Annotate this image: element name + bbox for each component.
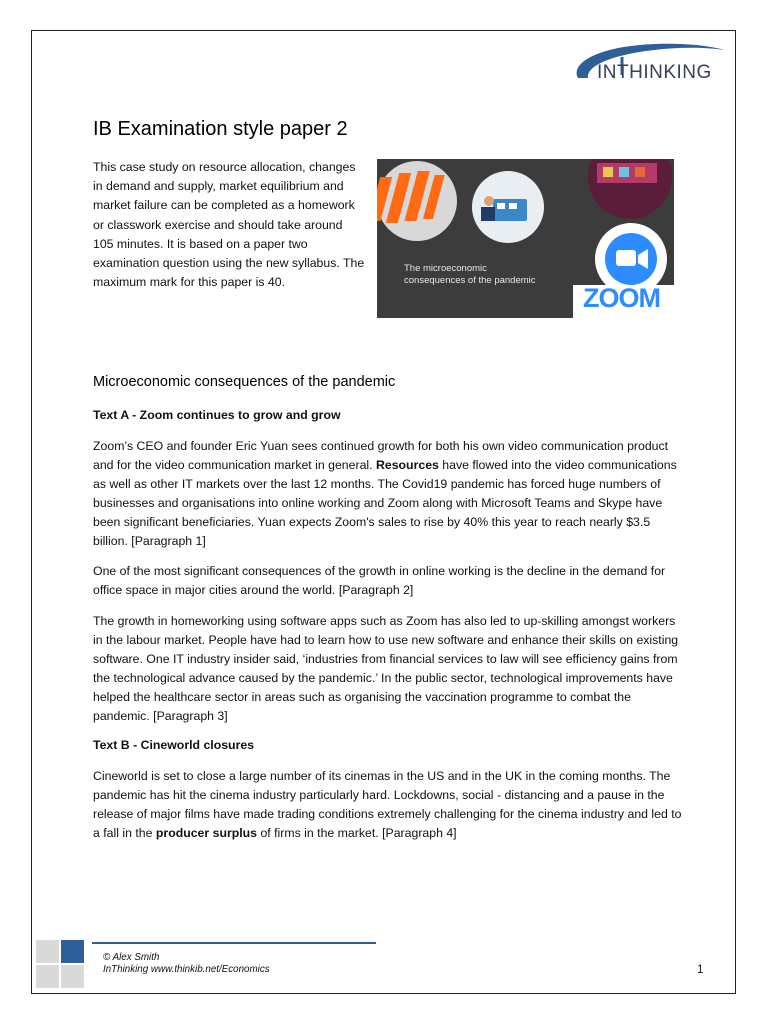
paragraph-4	[93, 767, 683, 843]
bold-term-resources: Resources	[375, 458, 439, 472]
logo-wordmark: INTHINKING	[597, 62, 712, 83]
hero-caption-line2: consequences of the pandemic	[404, 275, 536, 286]
hero-caption-line1: The microeconomic	[404, 263, 487, 274]
section-heading: Microeconomic consequences of the pandemic	[93, 374, 396, 390]
text-a-title: Text A - Zoom continues to grow and grow	[93, 408, 341, 422]
hero-image	[377, 159, 674, 318]
paragraph-3: The growth in homeworking using software apps such as Zoom has also led to up-skilling amongst workers in the labour market. People have had to learn how to use new software and enhance their skills on existing software. One IT industry insider said, ‘industries from financial services to law will see efficiency gains from the technological advance caused by the pandemic.’ In the public sector, technological improvements have helped the healthcare sector in areas such as organising the vaccination programme to combat the pandemic. [Paragraph 3]	[93, 614, 679, 723]
paragraph-1	[93, 437, 683, 551]
paragraph-4-text: Cineworld is set to close a large number of its cinemas in the US and in the UK in the coming months. The pandemic has hit the cinema industry particularly hard. Lockdowns, social - distancing and a pause in the release of major films have made trading conditions extremely challenging for the cinema industry and led to a fall in the	[93, 769, 682, 840]
hero-caption	[404, 263, 536, 287]
footer-site: InThinking www.thinkib.net/Economics	[103, 964, 270, 975]
paragraph-1-text: Zoom’s CEO and founder Eric Yuan sees continued growth for both his own video communication product and for the video communication market in general.	[93, 439, 669, 472]
intro-paragraph: This case study on resource allocation, changes in demand and supply, market equilibrium and market failure can be completed as a homework or classwork exercise and should take around 105 minutes. It is based on a paper two examination question using the new syllabus. The maximum mark for this paper is 40.	[93, 160, 365, 290]
text-b-title: Text B - Cineworld closures	[93, 738, 255, 752]
page-number: 1	[697, 964, 704, 976]
bold-term-producer-surplus: producer surplus	[155, 826, 258, 840]
footer-author: © Alex Smith	[103, 952, 160, 963]
footer-credits	[103, 952, 270, 976]
document-title: IB Examination style paper 2	[93, 118, 348, 140]
paragraph-1-text-cont: have flowed into the video communications as well as other IT markets over the last 12 months. The Covid19 pandemic has forced huge numbers of businesses and organisations into online working and Zoom along with Microsoft Teams and Skype have been significant beneficiaries. Yuan expects Zoom's sales to rise by 40% this year to reach nearly $3.5 billion. [Paragraph 1]	[93, 458, 677, 548]
footer-rule	[92, 942, 376, 944]
zoom-wordmark: ZOOM	[583, 283, 660, 313]
paragraph-2: One of the most significant consequences of the growth in online working is the decline in the demand for office space in major cities around the world. [Paragraph 2]	[93, 564, 666, 597]
paragraph-4-text-cont: of firms in the market. [Paragraph 4]	[257, 826, 457, 840]
